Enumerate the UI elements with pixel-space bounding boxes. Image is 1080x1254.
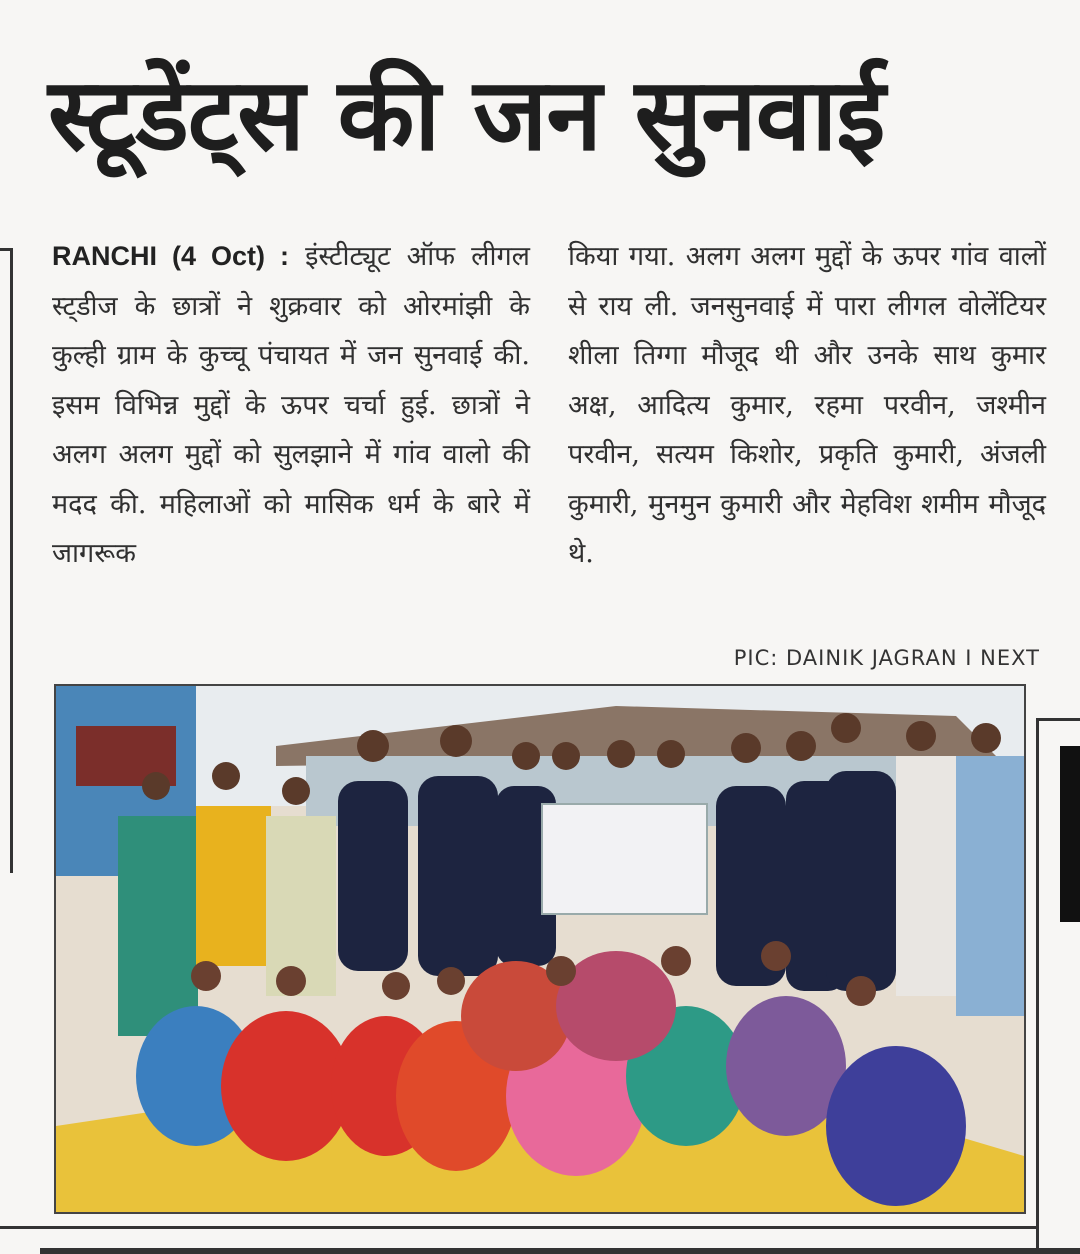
group-photo-icon: [56, 686, 1024, 1212]
left-column-rule: [0, 248, 10, 251]
dateline: RANCHI (4 Oct) :: [52, 241, 290, 271]
group-photo: [54, 684, 1026, 1214]
photo-credit: PIC: DAINIK JAGRAN I NEXT: [733, 646, 1040, 670]
article-body-left: इंस्टीट्यूट ऑफ लीगल स्ट्डीज के छात्रों ने शुक्रवार को ओरमांझी के कुल्ही ग्राम के कुच्चू पंचायत में जन सुनवाई की. इसम विभिन्न मुद्दों के ऊपर चर्चा हुई. छात्रों ने अलग अलग मुद्दों को सुलझाने में गांव वालो की मदद की. महिलाओं को मासिक धर्म के बारे में जागरूक: [52, 241, 530, 569]
right-column-dark-block: [1060, 746, 1080, 922]
article-column-right: [568, 232, 1046, 579]
right-column-border: [1036, 718, 1039, 1254]
right-column-top-rule: [1036, 718, 1080, 721]
bottom-rule-lower: [40, 1248, 1080, 1254]
bottom-rule: [0, 1226, 1036, 1229]
article-column-left: [52, 232, 530, 579]
left-column-border: [10, 248, 13, 873]
article-body-right: किया गया. अलग अलग मुद्दों के ऊपर गांव वालों से राय ली. जनसुनवाई में पारा लीगल वोलेंटियर शीला तिग्गा मौजूद थी और उनके साथ कुमार अक्ष, आदित्य कुमार, रहमा परवीन, जश्मीन परवीन, सत्यम किशोर, प्रकृति कुमारी, अंजली कुमारी, मुनमुन कुमारी और मेहविश शमीम मौजूद थे.: [568, 241, 1046, 569]
headline: स्टूडेंट्स की जन सुनवाई: [48, 56, 885, 173]
